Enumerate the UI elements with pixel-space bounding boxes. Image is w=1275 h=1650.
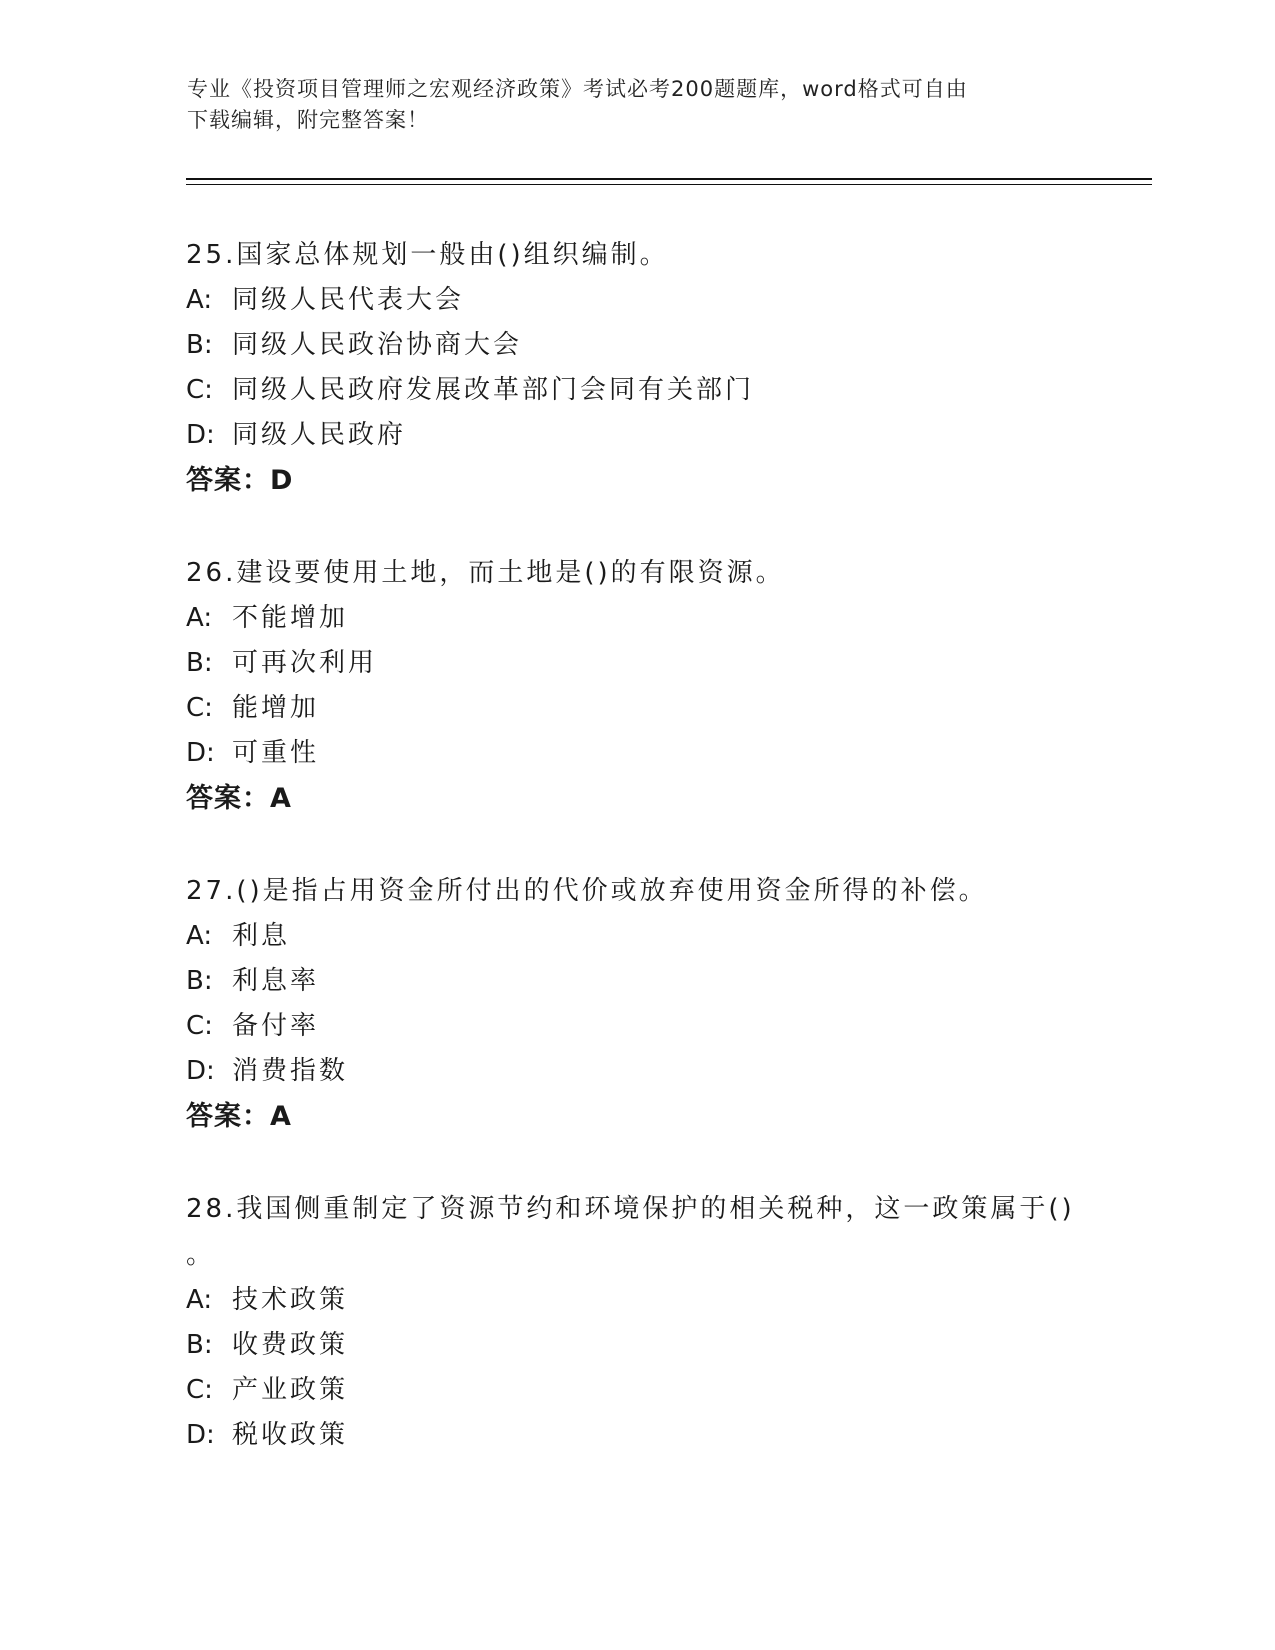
option-a xyxy=(186,596,1146,641)
option-text: 同级人民政府 xyxy=(232,420,407,450)
question-text: 25.国家总体规划一般由()组织编制。 xyxy=(186,240,669,270)
answer-label: 答案：D xyxy=(186,465,294,496)
option-a xyxy=(186,278,1146,323)
question-26 xyxy=(186,550,1146,822)
option-text: 利息率 xyxy=(232,966,320,996)
option-text: 同级人民政治协商大会 xyxy=(232,330,523,360)
answer-label: 答案：A xyxy=(186,1101,292,1132)
header-divider-top xyxy=(186,178,1152,180)
option-c xyxy=(186,368,1146,413)
question-text: 27.()是指占用资金所付出的代价或放弃使用资金所得的补偿。 xyxy=(186,876,988,906)
option-letter: B: xyxy=(186,330,213,360)
option-letter: A: xyxy=(186,921,213,951)
option-letter: C: xyxy=(186,375,213,405)
question-text: 28.我国侧重制定了资源节约和环境保护的相关税种，这一政策属于() xyxy=(186,1194,1075,1224)
option-d xyxy=(186,1413,1146,1458)
option-d xyxy=(186,1049,1146,1094)
option-letter: B: xyxy=(186,648,213,678)
option-letter: B: xyxy=(186,966,213,996)
question-text-continuation: 。 xyxy=(186,1240,213,1270)
option-text: 备付率 xyxy=(232,1011,320,1041)
option-text: 可再次利用 xyxy=(232,648,378,678)
option-text: 可重性 xyxy=(232,738,320,768)
question-list xyxy=(186,232,1146,1504)
header-line-2: 下载编辑，附完整答案！ xyxy=(187,108,429,132)
option-letter: D: xyxy=(186,1420,215,1450)
header-line-1: 专业《投资项目管理师之宏观经济政策》考试必考200题题库，word格式可自由 xyxy=(187,77,968,101)
option-c xyxy=(186,1368,1146,1413)
answer-label: 答案：A xyxy=(186,783,292,814)
option-letter: B: xyxy=(186,1330,213,1360)
option-text: 能增加 xyxy=(232,693,320,723)
option-text: 同级人民代表大会 xyxy=(232,285,465,315)
option-letter: A: xyxy=(186,285,213,315)
option-text: 同级人民政府发展改革部门会同有关部门 xyxy=(232,375,755,405)
option-text: 利息 xyxy=(232,921,291,951)
option-letter: C: xyxy=(186,1011,213,1041)
option-letter: C: xyxy=(186,1375,213,1405)
document-header xyxy=(187,74,1087,136)
option-letter: A: xyxy=(186,1285,213,1315)
option-letter: D: xyxy=(186,420,215,450)
option-b xyxy=(186,641,1146,686)
option-a xyxy=(186,1278,1146,1323)
option-text: 产业政策 xyxy=(232,1375,349,1405)
option-c xyxy=(186,686,1146,731)
header-divider-bottom xyxy=(186,184,1152,185)
option-letter: D: xyxy=(186,1056,215,1086)
option-text: 不能增加 xyxy=(232,603,349,633)
option-b xyxy=(186,1323,1146,1368)
option-letter: A: xyxy=(186,603,213,633)
option-text: 收费政策 xyxy=(232,1330,349,1360)
option-d xyxy=(186,413,1146,458)
option-c xyxy=(186,1004,1146,1049)
question-25 xyxy=(186,232,1146,504)
option-a xyxy=(186,914,1146,959)
option-d xyxy=(186,731,1146,776)
question-28 xyxy=(186,1186,1146,1458)
question-27 xyxy=(186,868,1146,1140)
option-b xyxy=(186,323,1146,368)
question-text: 26.建设要使用土地，而土地是()的有限资源。 xyxy=(186,558,785,588)
option-text: 税收政策 xyxy=(232,1420,349,1450)
option-b xyxy=(186,959,1146,1004)
option-letter: C: xyxy=(186,693,213,723)
option-text: 技术政策 xyxy=(232,1285,349,1315)
option-text: 消费指数 xyxy=(232,1056,349,1086)
option-letter: D: xyxy=(186,738,215,768)
